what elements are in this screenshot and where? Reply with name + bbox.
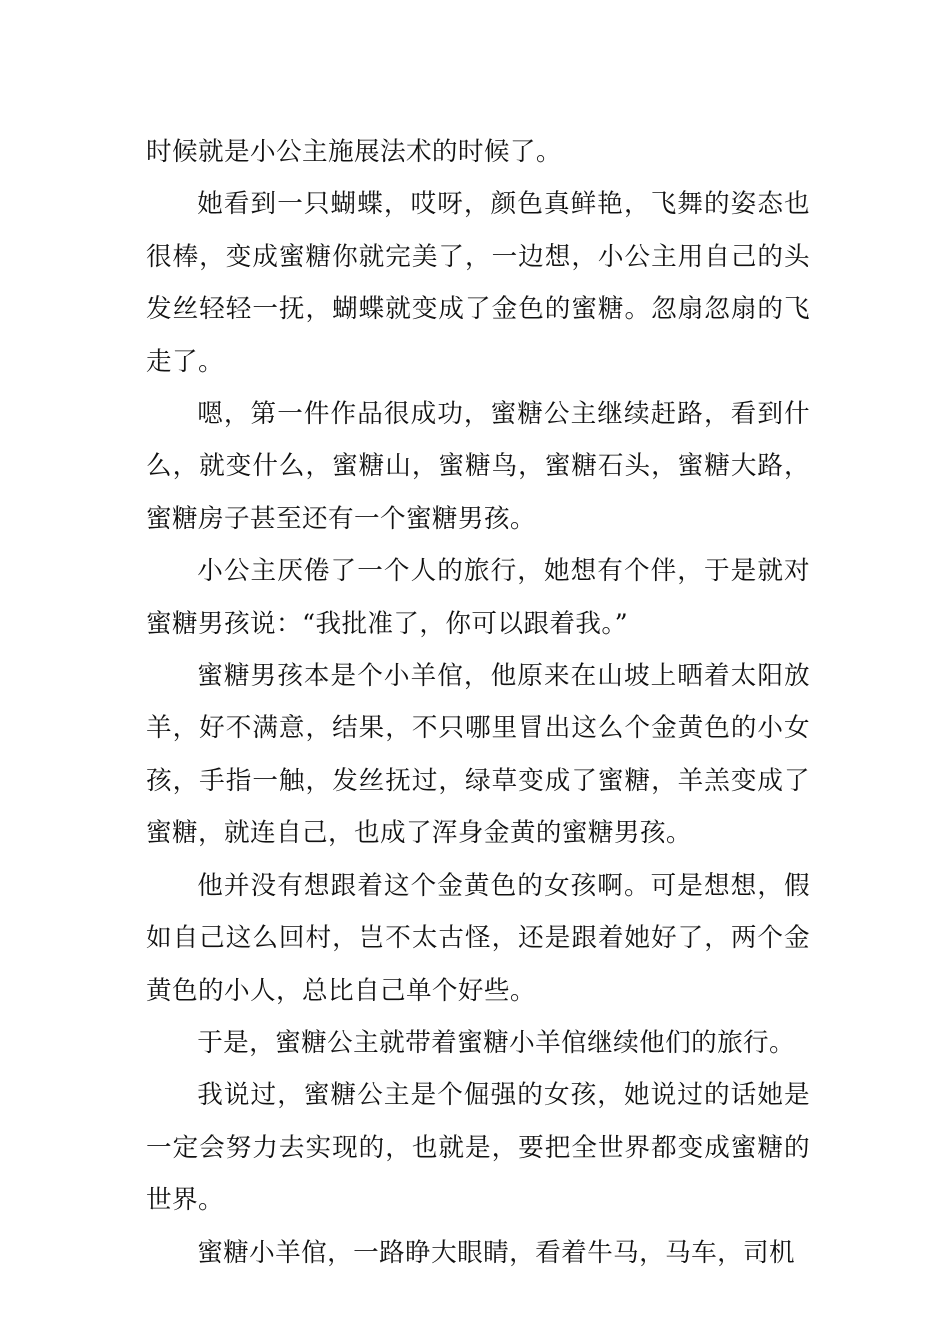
paragraph-8: 我说过，蜜糖公主是个倔强的女孩，她说过的话她是一定会努力去实现的，也就是，要把全世界都变成蜜糖的世界。 (146, 1080, 810, 1216)
paragraph-4: 小公主厌倦了一个人的旅行，她想有个伴，于是就对蜜糖男孩说：“我批准了，你可以跟着我。” (146, 556, 810, 639)
document-body (146, 126, 810, 1279)
paragraph-9: 蜜糖小羊倌，一路睁大眼睛，看着牛马，马车，司机 (197, 1237, 796, 1268)
paragraph-5: 蜜糖男孩本是个小羊倌，他原来在山坡上晒着太阳放羊，好不满意，结果，不只哪里冒出这么个金黄色的小女孩，手指一触，发丝抚过，绿草变成了蜜糖，羊羔变成了蜜糖，就连自己，也成了浑身金黄的蜜糖男孩。 (146, 661, 810, 849)
paragraph-6: 他并没有想跟着这个金黄色的女孩啊。可是想想，假如自己这么回村，岂不太古怪，还是跟着她好了，两个金黄色的小人，总比自己单个好些。 (146, 870, 810, 1006)
paragraph-7: 于是，蜜糖公主就带着蜜糖小羊倌继续他们的旅行。 (197, 1027, 796, 1058)
paragraph-1: 时候就是小公主施展法术的时候了。 (146, 137, 562, 167)
paragraph-3: 嗯，第一件作品很成功，蜜糖公主继续赶路，看到什么，就变什么，蜜糖山，蜜糖鸟，蜜糖石头，蜜糖大路，蜜糖房子甚至还有一个蜜糖男孩。 (146, 399, 810, 534)
paragraph-2: 她看到一只蝴蝶，哎呀，颜色真鲜艳，飞舞的姿态也很棒，变成蜜糖你就完美了，一边想，小公主用自己的头发丝轻轻一抚，蝴蝶就变成了金色的蜜糖。忽扇忽扇的飞走了。 (146, 189, 810, 377)
